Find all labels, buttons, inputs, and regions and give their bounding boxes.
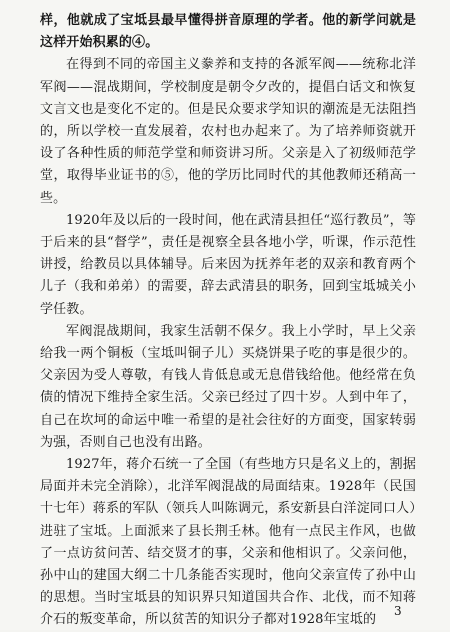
- paragraph-1: 样，他就成了宝坻县最早懂得拼音原理的学者。他的新学问就是这样开始积累的④。: [40, 13, 416, 51]
- body-text: [40, 10, 416, 632]
- paragraph-3: 1920年及以后的一段时间，他在武清县担任“巡行教员”，等于后来的县“督学”，责任是视察全县各地小学，听课，作示范性讲授，给教员以具体辅导。后来因为抚养年老的双亲和教育两个儿子（我和弟弟）的需要，辞去武清县的职务，回到宝坻城关小学任教。: [40, 212, 416, 317]
- paragraph-4: 军阀混战期间，我家生活朝不保夕。我上小学时，早上父亲给我一两个铜板（宝坻叫铜子儿）买烧饼果子吃的事是很少的。父亲因为受人尊敬，有钱人肯低息或无息借钱给他。他经常在负债的情况下维持全家生活。父亲已经过了四十岁。人到中年了，自己在坎坷的命运中唯一希望的是社会往好的方面变，国家转弱为强，否则自己也没有出路。: [40, 323, 416, 450]
- paragraph-5: 1927年，蒋介石统一了全国（有些地方只是名义上的，割据局面并未完全消除），北洋军阀混战的局面结束。1928年（民国十七年）蒋系的军队（领兵人叫陈调元，系安新县白洋淀同口人）进驻了宝坻。上面派来了县长荆壬林。他有一点民主作风，也做了一点访贫问苦、结交贤才的事，父亲和他相识了。父亲问他，孙中山的建国大纲二十几条能否实现时，他向父亲宣传了孙中山的思想。当时宝坻县的知识界只知道国共合作、北伐，而不知蒋介石的叛变革命，所以贫苦的知识分子都对1928年宝坻的: [40, 457, 416, 628]
- page-number: 3: [394, 604, 402, 618]
- paragraph-2: 在得到不同的帝国主义豢养和支持的各派军阀——统称北洋军阀——混战期间，学校制度是朝令夕改的，提倡白话文和恢复文言文也是变化不定的。但是民众要求学知识的潮流是无法阻挡的，所以学校一直发展着，农村也办起来了。为了培养师资就开设了各种性质的师范学堂和师资讲习所。父亲是入了初级师范学堂，取得毕业证书的⑤，他的学历比同时代的其他教师还稍高一些。: [40, 57, 416, 206]
